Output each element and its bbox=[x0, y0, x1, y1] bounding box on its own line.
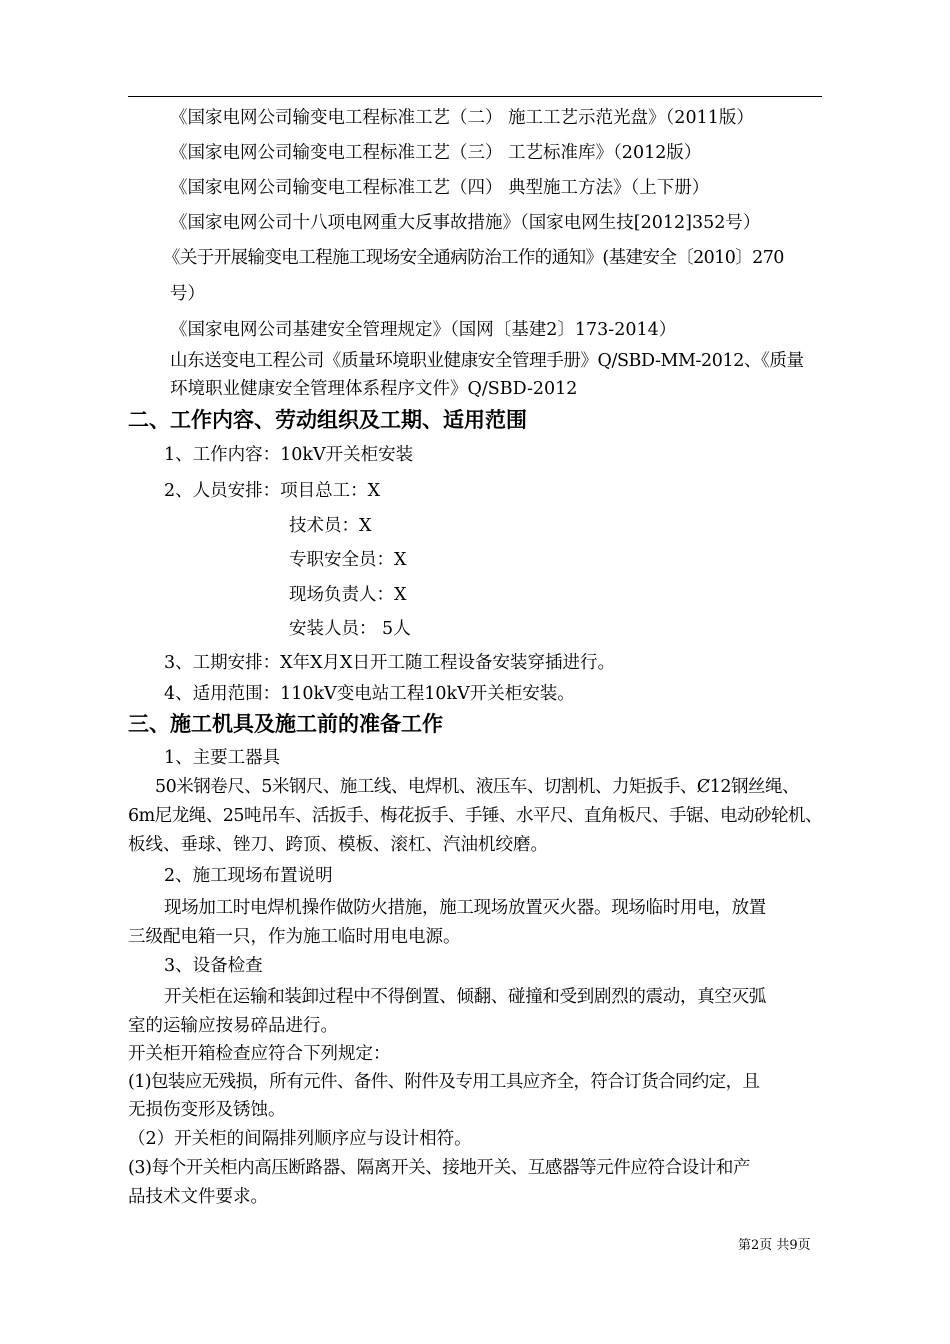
inspect-line: 开关柜在运输和装卸过程中不得倒置、倾翻、碰撞和受到剧烈的震动，真空灭弧 bbox=[164, 987, 766, 1007]
section2-title: 二、工作内容、劳动组织及工期、适用范围 bbox=[128, 408, 527, 432]
reference-line: 《国家电网公司输变电工程标准工艺（二） 施工工艺示范光盘》（2011版） bbox=[170, 108, 754, 128]
tools-line: 6m尼龙绳、25吨吊车、活扳手、梅花扳手、手锤、水平尺、直角板尺、手锯、电动砂轮机、 bbox=[128, 806, 822, 826]
staff-item: 现场负责人：X bbox=[289, 585, 407, 605]
header-rule bbox=[128, 96, 822, 97]
tools-heading: 1、主要工器具 bbox=[164, 748, 281, 768]
reference-line: 《国家电网公司输变电工程标准工艺（三） 工艺标准库》（2012版） bbox=[170, 143, 702, 163]
inspect-line: (1)包装应无残损，所有元件、备件、附件及专用工具应齐全，符合订货合同约定，且 bbox=[128, 1072, 760, 1092]
site-heading: 2、施工现场布置说明 bbox=[164, 866, 333, 886]
reference-line: 山东送变电工程公司《质量环境职业健康安全管理手册》Q/SBD-MM-2012、《质量 bbox=[170, 351, 804, 371]
inspect-line: 品技术文件要求。 bbox=[128, 1187, 268, 1207]
staff-item: 安装人员： 5人 bbox=[289, 619, 411, 639]
tools-line: 板线、垂球、锉刀、跨顶、模板、滚杠、汽油机绞磨。 bbox=[128, 835, 548, 855]
inspect-line: (3)每个开关柜内高压断路器、隔离开关、接地开关、互感器等元件应符合设计和产 bbox=[128, 1158, 751, 1178]
reference-line: 环境职业健康安全管理体系程序文件》Q/SBD-2012 bbox=[170, 379, 578, 399]
schedule: 3、工期安排：X年X月X日开工随工程设备安装穿插进行。 bbox=[164, 653, 616, 673]
inspect-line: （2）开关柜的间隔排列顺序应与设计相符。 bbox=[128, 1129, 472, 1149]
reference-line: 《国家电网公司输变电工程标准工艺（四） 典型施工方法》（上下册） bbox=[170, 178, 710, 198]
reference-line: 《关于开展输变电工程施工现场安全通病防治工作的通知》(基建安全〔2010〕270 bbox=[163, 248, 784, 268]
inspect-line: 无损伤变形及锈蚀。 bbox=[128, 1100, 286, 1120]
tools-line: 50米钢卷尺、5米钢尺、施工线、电焊机、液压车、切割机、力矩扳手、Ȼ12钢丝绳、 bbox=[155, 777, 800, 797]
reference-line: 号） bbox=[170, 284, 205, 304]
staff-item: 技术员：X bbox=[289, 516, 372, 536]
page-number: 第2页 共9页 bbox=[738, 1238, 811, 1253]
site-line: 现场加工时电焊机操作做防火措施，施工现场放置灭火器。现场临时用电，放置 bbox=[164, 898, 766, 918]
reference-line: 《国家电网公司十八项电网重大反事故措施》（国家电网生技[2012]352号） bbox=[170, 213, 761, 233]
inspect-heading: 3、设备检查 bbox=[164, 956, 263, 976]
section3-title: 三、施工机具及施工前的准备工作 bbox=[128, 712, 443, 736]
staff-item: 专职安全员：X bbox=[289, 550, 407, 570]
staff-lead: 2、人员安排：项目总工：X bbox=[164, 481, 381, 501]
work-content: 1、工作内容：10kV开关柜安装 bbox=[164, 445, 414, 465]
scope: 4、适用范围：110kV变电站工程10kV开关柜安装。 bbox=[164, 684, 575, 704]
inspect-line: 室的运输应按易碎品进行。 bbox=[128, 1016, 338, 1036]
site-line: 三级配电箱一只，作为施工临时用电电源。 bbox=[128, 927, 461, 947]
inspect-line: 开关柜开箱检查应符合下列规定： bbox=[128, 1044, 391, 1064]
reference-line: 《国家电网公司基建安全管理规定》（国网〔基建2〕173-2014） bbox=[170, 320, 677, 340]
